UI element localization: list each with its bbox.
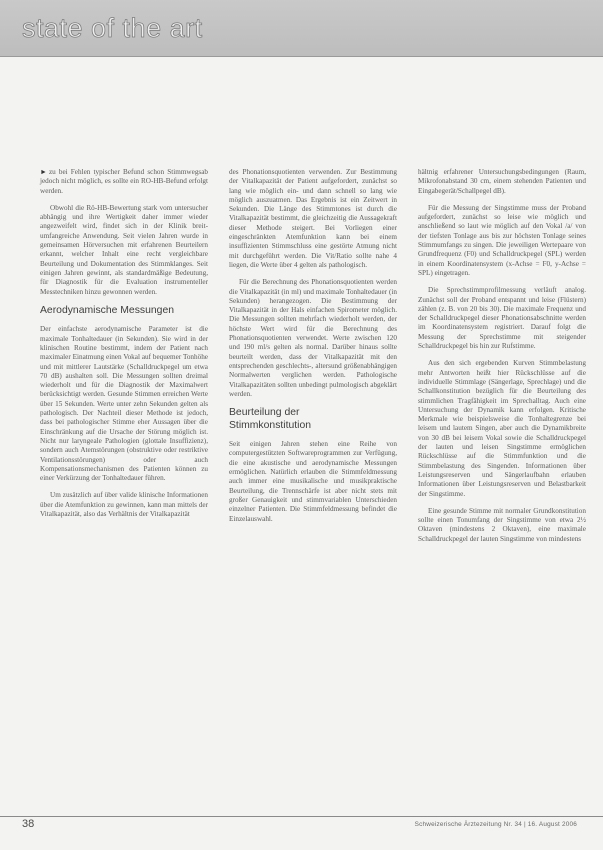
footer-divider	[0, 816, 603, 817]
paragraph: des Phonationsquotienten verwenden. Zur Bestimmung der Vitalkapazität der Patient aufgefordert, zunächst so lang wie möglich ein- und dann schnell so lang wie möglich auszuatmen. Das Ergebnis ist ein Zeitwert in Sekunden. Die Länge des Stimmtones ist durch die Vitalkapazität bestimmt, die gleichzeitig die Aussagekraft dieser Methode steigert. Bei Vorliegen einer eingeschränkten Atemfunktion kann bei einem insuffizienten Stimmschluss eine gestörte Atmung nicht mit durchgeführt werden. Die Vit/Ratio sollte nahe 4 liegen, die Werte über 4 gelten als pathologisch.	[229, 168, 397, 269]
paragraph: Die Sprechstimmprofilmessung verläuft analog. Zunächst soll der Proband entspannt und leise (Flüstern) zählen (z. B. von 20 bis 30). Die maximale Frequenz und der Schalldruckpegel dieser Phonationsabschnitte werden im Koordinatensystem registriert. Darauf folgt die Messung der Sprechstimme mit steigender Schalldruckpegel bis hin zur Rufstimme.	[418, 286, 586, 351]
paragraph: Obwohl die Rö-HB-Bewertung stark vom untersucher abhängig und ihre Wertigkeit daher immer wieder angezweifelt wird, findet sich in der Klinik breit-umfangreiche Anwendung. Seit vielen Jahren wurde in gemeinsamen Hörversuchen mit erfahrenen Beurteilern erkannt, welcher Inhalt eine recht vergleichbare Beurteilung und Dokumentation des Stimmklanges. Seit einigen Jahren gewinnt, als standardmäßige Bedeutung, für Diagnostik für die Evaluation instrumenteller Messtechniken hinzu gewonnen werden.	[40, 203, 208, 296]
paragraph: Eine gesunde Stimme mit normaler Grundkonstitution sollte einen Tonumfang der Singstimme von etwa 2½ Oktaven (mindestens 2 Oktaven), eine maximale Schalldruckpegel der lauten Singstimme von mindestens	[418, 506, 586, 543]
paragraph: Aus den sich ergebenden Kurven Stimmbelastung mehr Antworten heißt hier Rückschlüsse auf die individuelle Stimmlage (Sängerlage, Sprechlage) und die Schallkonstitution bezüglich für die Beurteilung des stimmlichen Tragfähigkeit im Sprechalltag. Auch eine Untersuchung der Dynamik kann erfolgen. Kritische Merkmale wie beispielsweise die Tonhaltegrenze bei leisem und lautem Singen, aber auch die Dynamikbreite von 30 dB bei leisem Vokal sowie die Schalldruckpegel der lauten und leisen Singstimme ermöglichen Rückschlüsse auf die Stimmfunktion und die Stimmbelastung des Singenden. Informationen über Leistungsreserven und Sängerlaufbahn erlauben Informationen über Leistungsreserven und Belastbarkeit der Singstimme.	[418, 359, 586, 498]
subheading-line-2: Stimmkonstitution	[229, 419, 311, 431]
subheading-aerodynamic: Aerodynamische Messungen	[40, 304, 174, 316]
page-number: 38	[22, 818, 35, 830]
paragraph: Für die Messung der Singstimme muss der Proband aufgefordert, zunächst so leise wie möglich und anschließend so laut wie möglich auf den Vokal /a/ von der tiefsten Tonlage aus bis zur höchsten Tonlage seines Stimmumfangs zu singen. Die jeweiligen Wertepaare von Grundfrequenz (F0) und Schalldruckpegel (SPL) werden in einem Koordinatensystem (x-Achse = F0, y-Achse = SPL) eingetragen.	[418, 203, 586, 277]
article-column-1	[40, 168, 208, 527]
paragraph: Für die Berechnung des Phonationsquotienten werden die Vitalkapazität (in ml) und maximale Tonhaltedauer (in Sekunden) herangezogen. Die Bestimmung der Vitalkapazität in der Hals einfachen Spirometer möglich. Die Messungen sollten mehrfach wiederholt werden, der höchste Wert wird für die Berechnung des Phonationsquotienten verwendet. Werte zwischen 120 und 190 ml/s gelten als normal. Darüber hinaus sollte beurteilt werden, dass der Vitalkapazität mit den entsprechenden geschlechts-, altersund größenabhängigen Normalwerten verglichen werden. Pathologische Vitalkapazitäten sollten unbedingt pulmologisch abgeklärt werden.	[229, 278, 397, 398]
subheading-voice-constitution	[229, 407, 397, 432]
paragraph-text: zu bei Fehlen typischer Befund schon Stimmwegsab jedoch nicht möglich, es sollte ein RO-HB-Befund erfolgt werden.	[40, 168, 208, 195]
subheading-line-1: Beurteilung der	[229, 407, 300, 419]
header-divider	[0, 56, 603, 57]
article-column-2	[229, 168, 397, 532]
paragraph: hältnig erfahrener Untersuchungsbedingungen (Raum, Mikrofonabstand 30 cm, einem stehenden Patienten und Eingabegerät/Schallpegel dB).	[418, 168, 586, 195]
paragraph: Um zusätzlich auf über valide klinische Informationen über die Atemfunktion zu gewinnen, kann man mittels der Vitalkapazität, also das Verhältnis der Vitalkapazität	[40, 491, 208, 518]
article-column-3	[418, 168, 586, 552]
paragraph	[40, 168, 208, 196]
header-band	[0, 0, 603, 56]
section-title: state of the art	[22, 13, 203, 43]
paragraph: Seit einigen Jahren stehen eine Reihe von computergestützten Softwareprogrammen zur Verfügung, die eine akustische und aerodynamische Messungen ermöglichen. Natürlich erlauben die Stimmfeldmessung auch immer eine musikalische und musikpraktische Beurteilung, die Trennschärfe ist aber nicht stets mit großer Genauigkeit und stimmvariablen Unterschieden einzelner Patienten. Die Stimmfeldmessung befindet die Einzelauswahl.	[229, 440, 397, 523]
journal-citation: Schweizerische Ärztezeitung Nr. 34 | 16. August 2006	[414, 821, 577, 828]
continuation-arrow-icon: ►	[40, 168, 47, 176]
paragraph: Der einfachste aerodynamische Parameter ist die maximale Tonhaltedauer (in Sekunden). Sie wird in der klinischen Routine bestimmt, indem der Patient nach maximaler Einatmung einen Vokal auf bequemer Tonhöhe und mit mittlerer Lautstärke (Schalldruckpegel um etwa 70 dB) aushalten soll. Die Messungen sollten dreimal wiederholt und für die Diagnostik der Maximalwert berücksichtigt werden. Gesunde Stimmen erreichen Werte über 15 Sekunden. Werte unter zehn Sekunden gelten als pathologisch. Der Nachteil dieser Methode ist jedoch, dass bei pathologischer Stimme eher Aussagen über die Einschränkung auf die Ursache der Störung möglich ist. Nicht nur laryngeale Pathologien (glottale Insuffizienz), sondern auch Atemstörungen (obstruktive oder restriktive Ventilationsstörungen) oder auch Kompensationsmechanismen des Patienten können zu einer Verkürzung der Tonhaltedauer führen.	[40, 325, 208, 483]
